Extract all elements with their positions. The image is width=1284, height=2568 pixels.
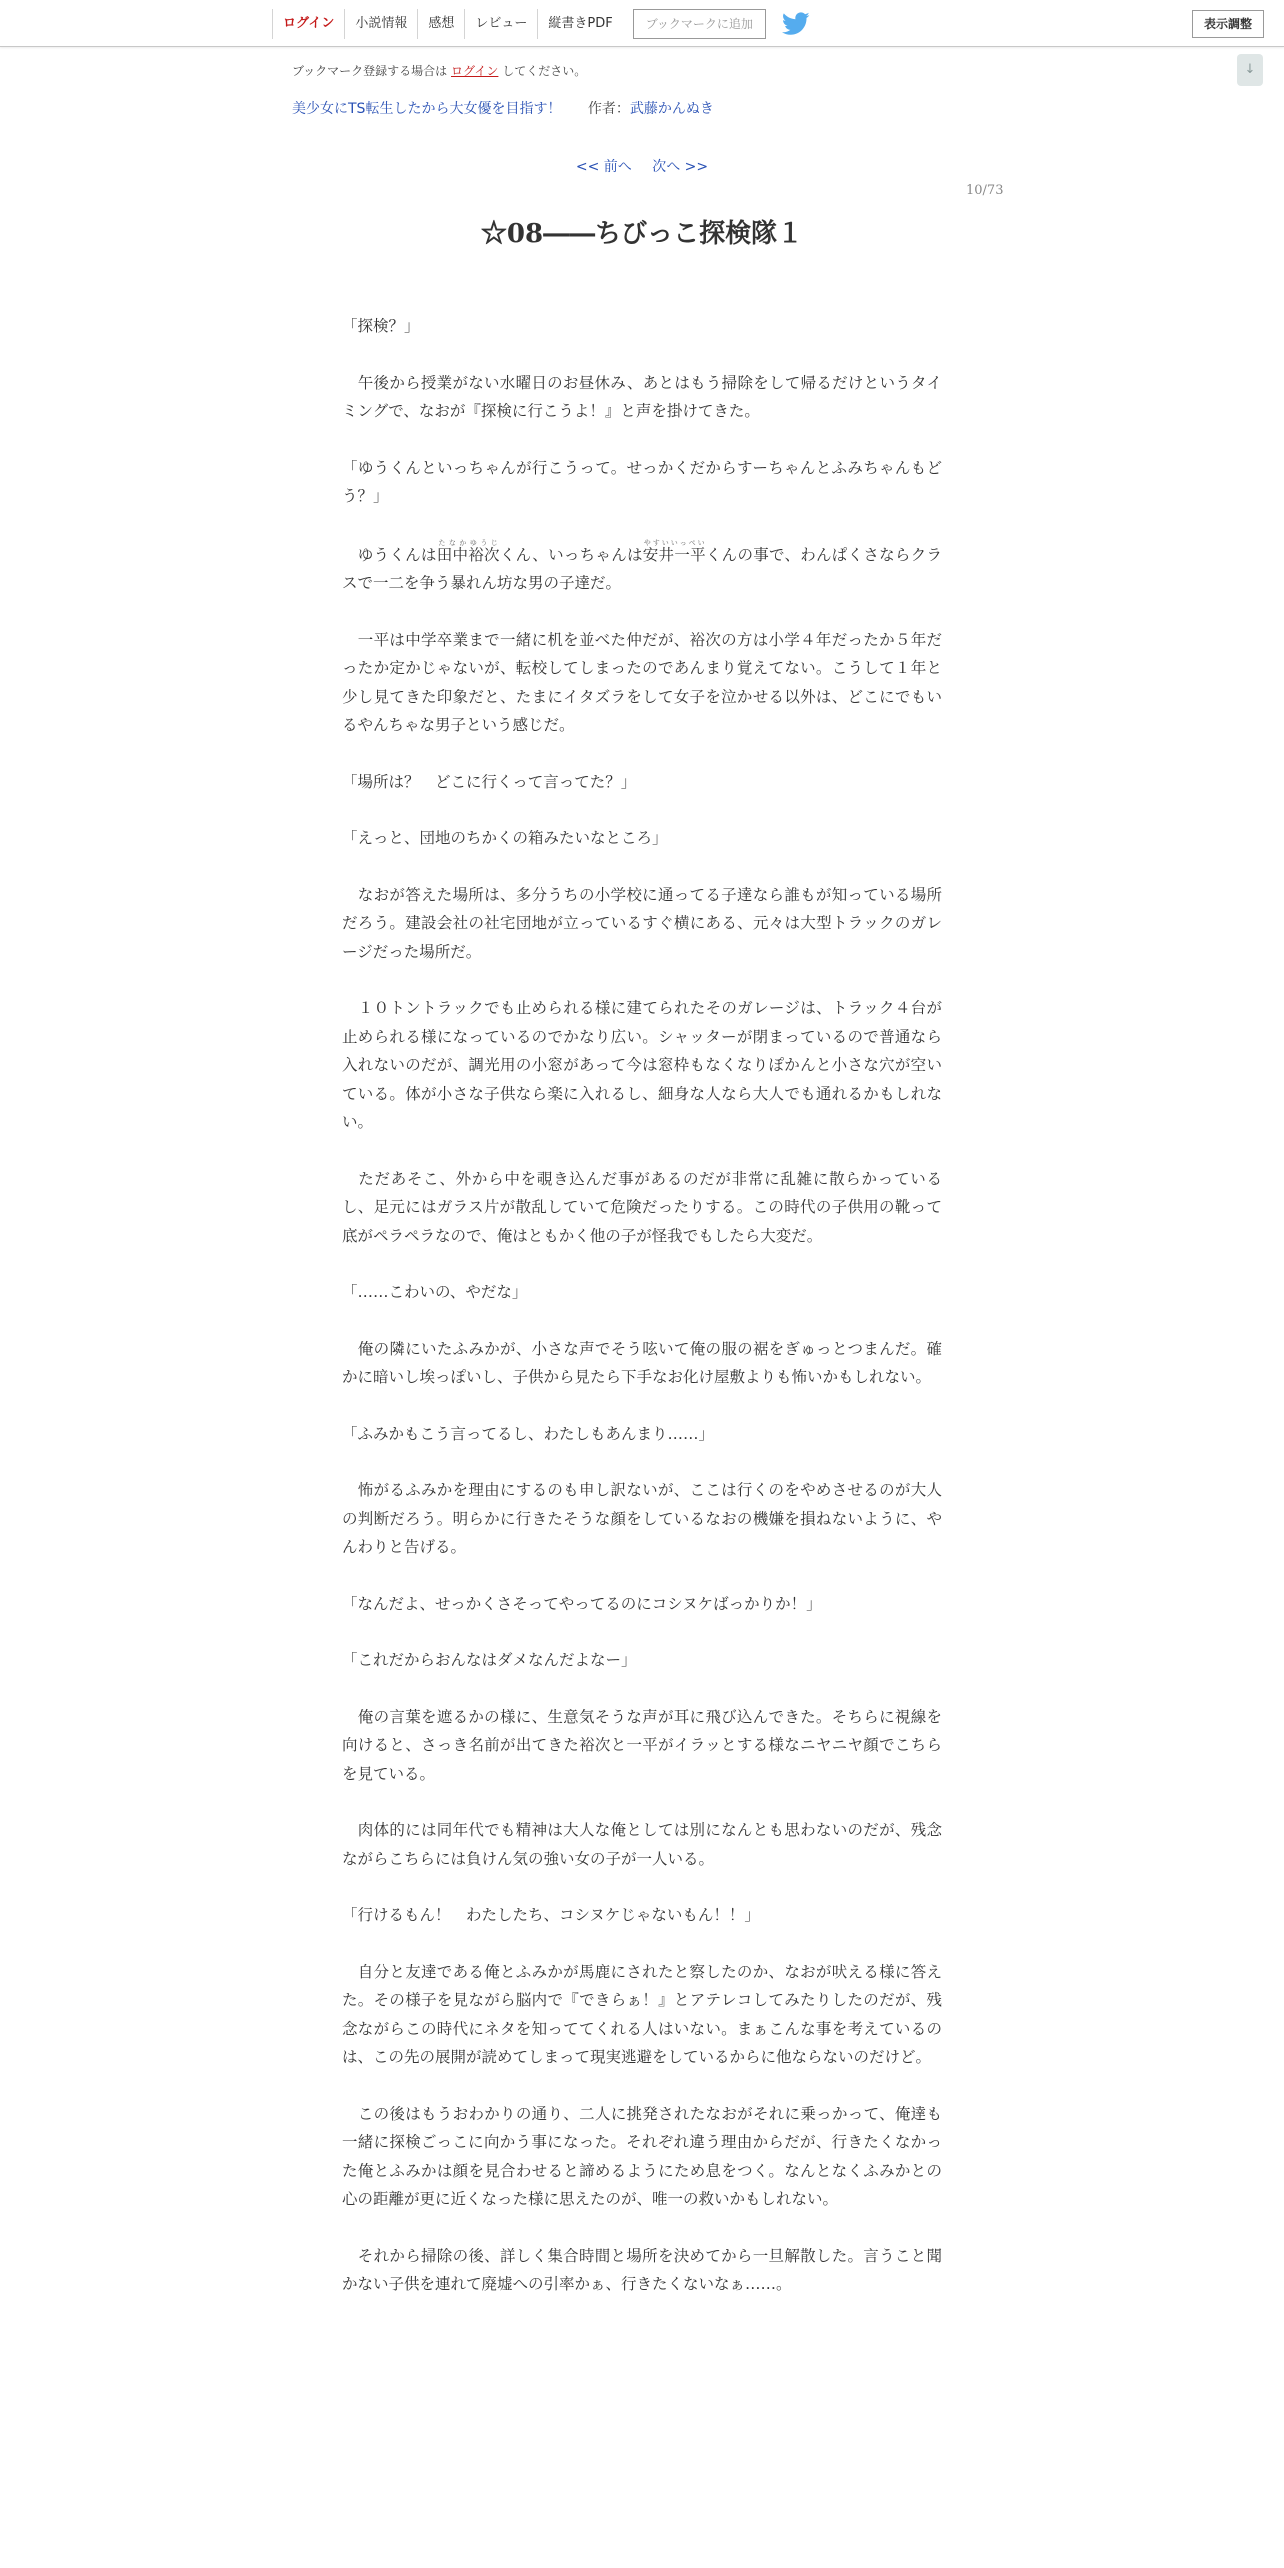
add-bookmark-button[interactable]: ブックマークに追加 xyxy=(633,9,766,39)
bookmark-note-login-link[interactable]: ログイン xyxy=(451,64,499,78)
body-paragraph: 怖がるふみかを理由にするのも申し訳ないが、ここは行くのをやめさせるのが大人の判断だろう。明らかに行きたそうな顔をしているなおの機嫌を損ねないように、やんわりと告げる。 xyxy=(342,1481,942,1556)
ruby-text-segment: くんの事で、わんぱくさならクラスで一二を争う暴れん坊な男の子達だ。 xyxy=(342,545,942,592)
body-paragraph: 「ふみかもこう言ってるし、わたしもあんまり……」 xyxy=(342,1424,715,1443)
login-link[interactable]: ログイン xyxy=(272,9,344,39)
bookmark-note-suffix: してください。 xyxy=(502,64,587,78)
body-paragraph: 午後から授業がない水曜日のお昼休み、あとはもう掃除をして帰るだけというタイミングで、なおが『探検に行こうよ！』と声を掛けてきた。 xyxy=(342,373,942,420)
body-paragraph: 「……こわいの、やだな」 xyxy=(342,1283,528,1301)
chapter-title: ☆08――ちびっこ探検隊１ xyxy=(480,219,804,249)
display-settings-button[interactable]: 表示調整 xyxy=(1192,10,1264,38)
body-paragraph: 俺の隣にいたふみかが、小さな声でそう呟いて俺の服の裾をぎゅっとつまんだ。確かに暗いし埃っぽいし、子供から見たら下手なお化け屋敷よりも怖いかもしれない。 xyxy=(342,1339,942,1386)
twitter-bird-icon[interactable] xyxy=(782,12,810,36)
body-paragraph: 「なんだよ、せっかくさそってやってるのにコシヌケばっかりか！」 xyxy=(342,1594,822,1613)
ruby-name-tanaka-yuji: 田中裕次たなかゆうじ xyxy=(436,538,500,564)
chapter-counter: 10/73 xyxy=(966,183,1004,198)
scroll-down-arrow-icon[interactable]: ↓ xyxy=(1237,54,1263,86)
ruby-text-segment: くん、いっちゃんは xyxy=(499,545,643,564)
ruby-text-segment: ゆうくんは xyxy=(342,545,437,564)
chapter-body xyxy=(342,312,942,2327)
chapter-pager xyxy=(0,156,1284,176)
body-paragraph: ただあそこ、外から中を覗き込んだ事があるのだが非常に乱雑に散らかっているし、足元にはガラス片が散乱していて危険だったりする。この時代の子供用の靴って底がペラペラなので、俺はともかく他の子が怪我でもしたら大変だ。 xyxy=(342,1169,942,1245)
body-paragraph: 俺の言葉を遮るかの様に、生意気そうな声が耳に飛び込んできた。そちらに視線を向けると、さっき名前が出てきた裕次と一平がイラッとする様なニヤニヤ顔でこちらを見ている。 xyxy=(342,1707,942,1783)
vertical-pdf-link[interactable]: 縦書きPDF xyxy=(537,9,622,39)
body-paragraph: 「これだからおんなはダメなんだよなー」 xyxy=(342,1651,637,1669)
review-link[interactable]: レビュー xyxy=(464,9,537,39)
body-paragraph: それから掃除の後、詳しく集合時間と場所を決めてから一旦解散した。言うこと聞かない子供を連れて廃墟への引率かぁ、行きたくないなぁ……。 xyxy=(342,2246,942,2293)
body-paragraph: １０トントラックでも止められる様に建てられたそのガレージは、トラック４台が止められる様になっているのでかなり広い。シャッターが閉まっているので普通なら入れないのだが、調光用の小窓があって今は窓枠もなくなりぽかんと小さな穴が空いている。体が小さな子供なら楽に入れるし、細身な人なら大人でも通れるかもしれない。 xyxy=(342,999,942,1131)
body-paragraph: 「場所は？ どこに行くって言ってた？」 xyxy=(342,772,637,791)
body-paragraph: 一平は中学卒業まで一緒に机を並べた仲だが、裕次の方は小学４年だったか５年だったか定かじゃないが、転校してしまったのであんまり覚えてない。こうして１年と少し見てきた印象だと、たまにイタズラをして女子を泣かせる以外は、どこにでもいるやんちゃな男子という感じだ。 xyxy=(342,630,942,734)
bookmark-login-note xyxy=(292,62,586,79)
body-paragraph: なおが答えた場所は、多分うちの小学校に通ってる子達なら誰もが知っている場所だろう。建設会社の社宅団地が立っているすぐ横にある、元々は大型トラックのガレージだった場所だ。 xyxy=(342,885,942,961)
body-paragraph: 自分と友達である俺とふみかが馬鹿にされたと察したのか、なおが吠える様に答えた。その様子を見ながら脳内で『できらぁ！』とアテレコしてみたりしたのだが、残念ながらこの時代にネタを知っててくれる人はいない。まぁこんな事を考えているのは、この先の展開が読めてしまって現実逃避をしているからに他ならないのだけど。 xyxy=(342,1962,942,2066)
author-label: 作者： xyxy=(587,101,630,117)
top-navigation-bar xyxy=(0,0,1284,47)
body-paragraph: この後はもうおわかりの通り、二人に挑発されたなおがそれに乗っかって、俺達も一緒に探検ごっこに向かう事になった。それぞれ違う理由からだが、行きたくなかった俺とふみかは顔を見合わせると諦めるようにため息をつく。なんとなくふみかとの心の距離が更に近くなった様に思えたのが、唯一の救いかもしれない。 xyxy=(342,2104,942,2208)
body-paragraph: 「行けるもん！ わたしたち、コシヌケじゃないもん！！」 xyxy=(342,1906,760,1924)
body-paragraph: 「ゆうくんといっちゃんが行こうって。せっかくだからすーちゃんとふみちゃんもどう？」 xyxy=(342,458,942,505)
next-chapter-link[interactable]: 次へ >> xyxy=(652,159,709,175)
novel-info-link[interactable]: 小説情報 xyxy=(344,9,417,39)
body-paragraph: 「探検？」 xyxy=(342,317,420,335)
body-paragraph: 肉体的には同年代でも精神は大人な俺としては別になんとも思わないのだが、残念ながらこちらには負けん気の強い女の子が一人いる。 xyxy=(342,1821,942,1868)
ruby-name-yasui-ippei: 安井一平やすいいっぺい xyxy=(642,538,706,564)
body-paragraph: 「えっと、団地のちかくの箱みたいなところ」 xyxy=(342,829,668,847)
bookmark-note-prefix: ブックマーク登録する場合は xyxy=(292,64,448,78)
novel-title-line xyxy=(292,98,714,118)
author-name-link[interactable]: 武藤かんぬき xyxy=(629,101,714,117)
main-nav xyxy=(272,8,810,39)
impressions-link[interactable]: 感想 xyxy=(417,9,464,39)
prev-chapter-link[interactable]: << 前へ xyxy=(575,159,632,175)
novel-title-link[interactable]: 美少女にTS転生したから大女優を目指す！ xyxy=(292,101,562,117)
body-paragraph-with-ruby xyxy=(342,539,942,598)
